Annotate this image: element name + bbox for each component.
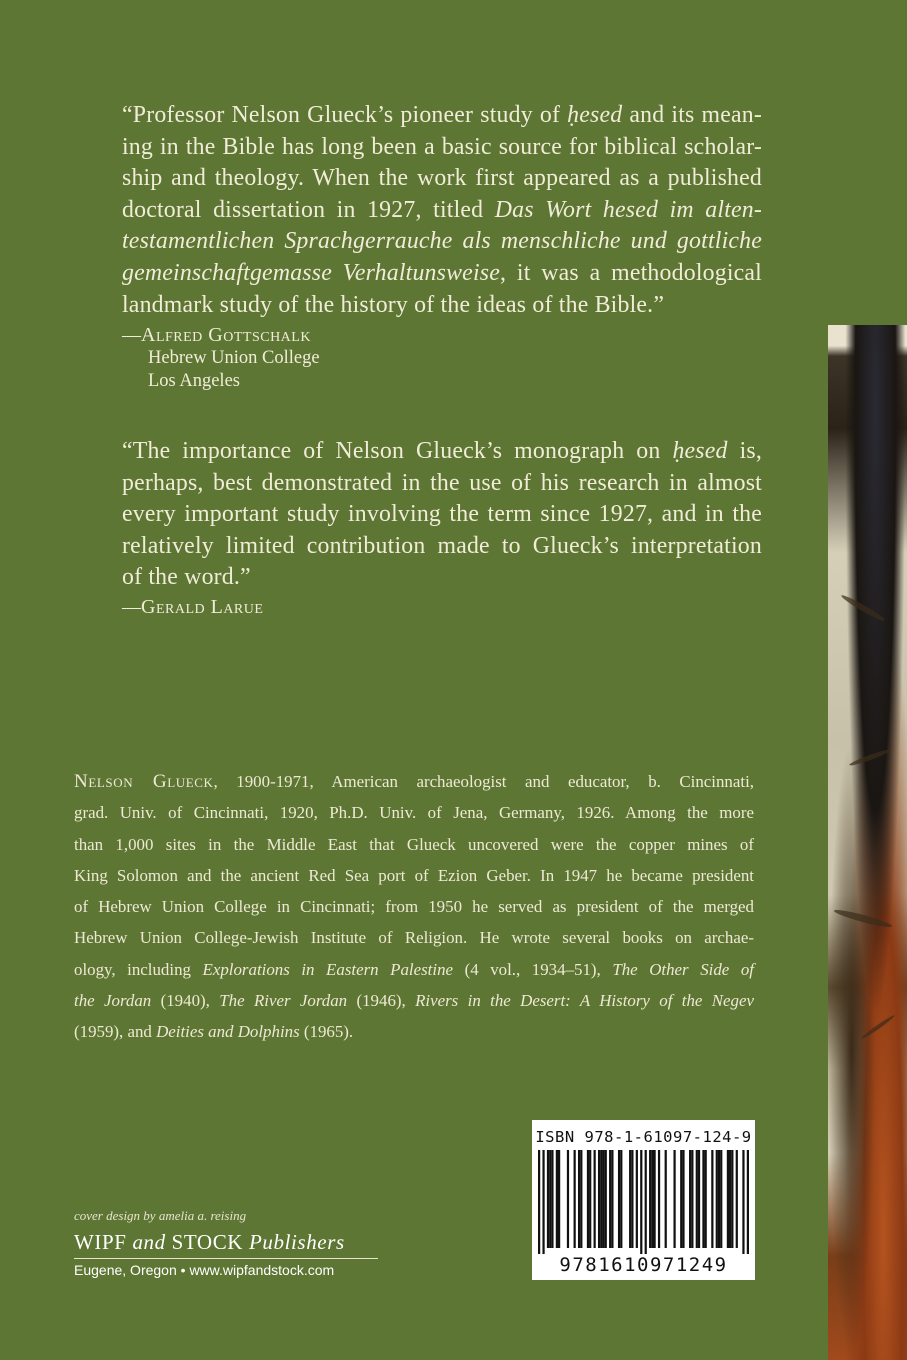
isbn-digits: 9781610971249 <box>559 1254 728 1276</box>
barcode-bar <box>716 1150 718 1248</box>
bio-line: grad. Univ. of Cincinnati, 1920, Ph.D. Univ. of Jena, Germany, 1926. Among the more <box>74 803 754 823</box>
bio-line: (1959), and Deities and Dolphins (1965). <box>74 1022 354 1042</box>
barcode-bar <box>549 1150 551 1248</box>
quote-line: testamentlichen Sprachgerrauche als menschliche und gottliche <box>122 228 762 255</box>
isbn-label: ISBN 978-1-61097-124-9 <box>535 1128 752 1146</box>
barcode-bar <box>620 1150 622 1248</box>
barcode-bar <box>729 1150 731 1248</box>
barcode-bar <box>558 1150 560 1248</box>
barcode-bar <box>578 1150 580 1248</box>
barcode-bar <box>609 1150 611 1248</box>
barcode-bar <box>600 1150 602 1248</box>
barcode-bar <box>631 1150 633 1248</box>
publisher-location: Eugene, Oregon • www.wipfandstock.com <box>74 1262 335 1278</box>
quote-line: gemeinschaftgemasse Verhaltunsweise, it was a methodological <box>122 259 762 286</box>
author-name: Nelson Glueck <box>74 771 214 792</box>
barcode-bar <box>689 1150 691 1248</box>
quote-line: “The importance of Nelson Glueck’s monograph on ḥesed is, <box>122 438 762 464</box>
quote-line: doctoral dissertation in 1927, titled Das Wort hesed im alten- <box>122 196 762 223</box>
barcode-bar <box>653 1150 655 1248</box>
quote-larue <box>122 436 762 594</box>
publisher-divider <box>74 1258 378 1259</box>
barcode-bar <box>742 1150 744 1254</box>
quote-line: “Professor Nelson Glueck’s pioneer study of ḥesed and its mean- <box>122 102 762 128</box>
barcode-bar <box>636 1150 638 1248</box>
barcode-bar <box>629 1150 631 1248</box>
bio-line: of Hebrew Union College in Cincinnati; from 1950 he served as president of the merged <box>74 897 754 917</box>
bio-line: Hebrew Union College-Jewish Institute of Religion. He wrote several books on archae- <box>74 928 754 948</box>
barcode-bar <box>542 1150 544 1254</box>
barcode-bar <box>587 1150 589 1248</box>
barcode-bar <box>574 1150 576 1248</box>
barcode-bar <box>673 1150 675 1248</box>
publisher-website: www.wipfandstock.com <box>189 1262 335 1278</box>
barcode-bar <box>727 1150 729 1248</box>
bio-line: King Solomon and the ancient Red Sea port of Ezion Geber. In 1947 he became president <box>74 865 754 885</box>
barcode-bar <box>602 1150 604 1248</box>
barcode-bar <box>640 1150 642 1254</box>
barcode-bar <box>551 1150 553 1248</box>
barcode-bar <box>747 1150 749 1254</box>
quote-gottschalk <box>122 100 762 321</box>
publisher-name: WIPF and STOCK Publishers <box>74 1230 345 1254</box>
author-bio <box>74 766 754 1048</box>
barcode-bar <box>720 1150 722 1248</box>
cover-photo-strip <box>828 325 907 1360</box>
quote-line: ing in the Bible has long been a basic source for biblical scholar- <box>122 133 762 160</box>
affiliation: Los Angeles <box>148 371 240 391</box>
barcode-bar <box>649 1150 651 1248</box>
barcode-bar <box>618 1150 620 1248</box>
bio-line: Nelson Glueck, 1900-1971, American archaeologist and educator, b. Cincinnati, <box>74 771 754 792</box>
quote-line: ship and theology. When the work first appeared as a published <box>122 165 762 192</box>
barcode-bar <box>718 1150 720 1248</box>
quote-line: relatively limited contribution made to Glueck’s interpretation <box>122 532 762 559</box>
barcode-bar <box>651 1150 653 1248</box>
barcode-bar <box>698 1150 700 1248</box>
bio-line: ology, including Explorations in Eastern Palestine (4 vol., 1934–51), The Other Side of <box>74 959 754 979</box>
barcode-bar <box>705 1150 707 1248</box>
barcode-bar <box>538 1150 540 1254</box>
barcode-bar <box>736 1150 738 1248</box>
quote-line: every important study involving the term since 1927, and in the <box>122 501 762 528</box>
attribution-gottschalk: —Alfred Gottschalk Hebrew Union College Los Angeles <box>122 324 320 391</box>
cover-design-credit: cover design by amelia a. reising <box>74 1208 247 1223</box>
barcode-bar <box>665 1150 667 1248</box>
quote-line: landmark study of the history of the ideas of the Bible.” <box>122 291 665 318</box>
barcode-bar <box>580 1150 582 1248</box>
affiliation: Hebrew Union College <box>148 348 320 368</box>
barcode-bar <box>731 1150 733 1248</box>
barcode-bar <box>658 1150 660 1248</box>
barcode-bar <box>680 1150 682 1248</box>
bio-line: the Jordan (1940), The River Jordan (1946), Rivers in the Desert: A History of the Negev <box>74 991 754 1011</box>
barcode-bar <box>696 1150 698 1248</box>
attribution-larue: —Gerald Larue <box>122 596 264 618</box>
barcode-bar <box>556 1150 558 1248</box>
quote-line: perhaps, best demonstrated in the use of his research in almost <box>122 469 762 496</box>
barcode-bar <box>711 1150 713 1248</box>
barcode-bar <box>605 1150 607 1248</box>
barcode-bar <box>682 1150 684 1248</box>
barcode-bar <box>567 1150 569 1248</box>
barcode-bar <box>547 1150 549 1248</box>
barcode-bar <box>594 1150 596 1248</box>
barcode-bar <box>702 1150 704 1248</box>
barcode-bar <box>645 1150 647 1254</box>
barcode-bar <box>611 1150 613 1248</box>
bio-line: than 1,000 sites in the Middle East that Glueck uncovered were the copper mines of <box>74 834 754 854</box>
barcode-bars <box>538 1150 749 1254</box>
barcode-bar <box>589 1150 591 1248</box>
barcode-bar <box>598 1150 600 1248</box>
quote-line: of the word.” <box>122 564 251 591</box>
barcode-bar <box>691 1150 693 1248</box>
isbn-barcode <box>532 1120 755 1280</box>
